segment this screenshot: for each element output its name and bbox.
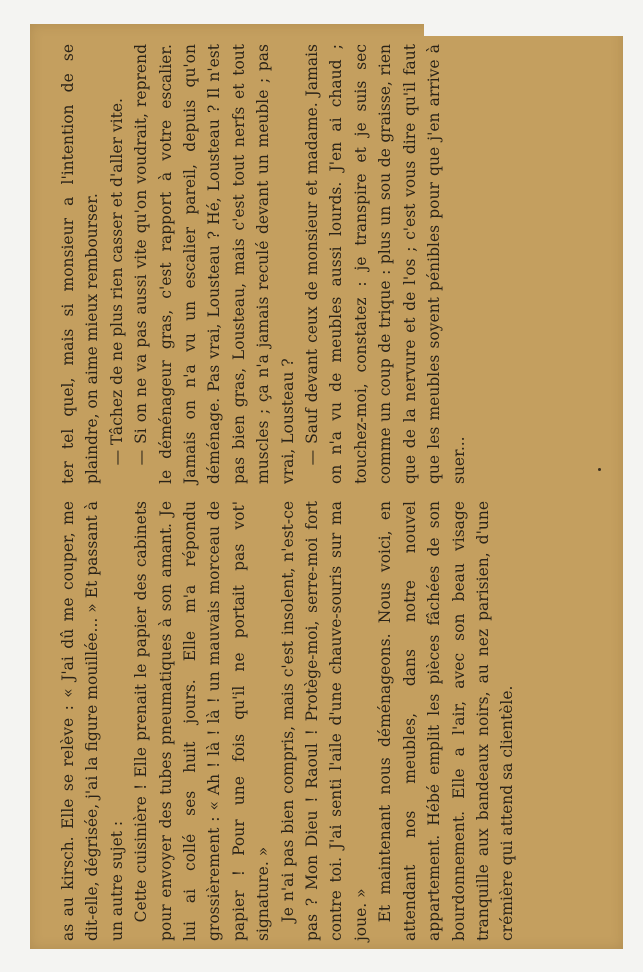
newspaper-clipping [30,24,623,949]
torn-edge [424,22,634,36]
paragraph: ter tel quel, mais si monsieur a l'intention de se plaindre, on aime mieux rembourser. [59,44,102,484]
paragraph: Et maintenant nous déménageons. Nous voici, en attendant nos meubles, dans notre nouvel appartement. Hébé emplit les pièces fâchées de son bourdonnement. Elle a l'air, avec son beau visage tranquille aux bandeaux noirs, au nez parisien, d'une crémière qui attend sa clientèle. [376,501,517,941]
paragraph: — Sauf devant ceux de monsieur et madame. Jamais on n'a vu de meubles aussi lourds. J'en ai chaud ; touchez-moi, constatez : je transpire et je suis sec comme un coup de trique : plus un sou de graisse, rien que de la nervure et de l'os ; c'est vous dire qu'il faut que les meubles soyent pénibles pour que j'en arrive à suer... [303,44,468,484]
rotated-text-block [48,24,641,949]
paragraph: Je n'ai pas bien compris, mais c'est insolent, n'est-ce pas ? Mon Dieu ! Raoul ! Protège-moi, serre-moi fort contre toi. J'ai senti l'aile d'une chauve-souris sur ma joue. » [278,501,370,941]
text-column-right [56,44,471,484]
paragraph: as au kirsch. Elle se relève : « J'ai dû me couper, me dit-elle, dégrisée, j'ai la figure mouillée... » Et passant à un autre sujet : [59,501,126,941]
paper-speck [598,468,601,471]
text-column-left [56,501,520,941]
paragraph: Cette cuisinière ! Elle prenait le papier des cabinets pour envoyer des tubes pneumatiques à son amant. Je lui ai collé ses huit jours. Elle m'a répondu grossièrement : « Ah ! là ! là ! un mauvais morceau de papier ! Pour une fois qu'il ne portait pas vot' signature. » [132,501,273,941]
paragraph: — Tâchez de ne plus rien casser et d'aller vite. [107,98,126,466]
paragraph: — Si on ne va pas aussi vite qu'on voudrait, reprend le déménageur gras, c'est rapport à votre escalier. Jamais on n'a vu un escalier pareil, depuis qu'on déménage. Pas vrai, Lousteau ? Hé, Lousteau ? Il n'est pas bien gras, Lousteau, mais c'est tout nerfs et tout muscles ; ça n'a jamais reculé devant un meuble ; pas vrai, Lousteau ? [132,44,297,484]
